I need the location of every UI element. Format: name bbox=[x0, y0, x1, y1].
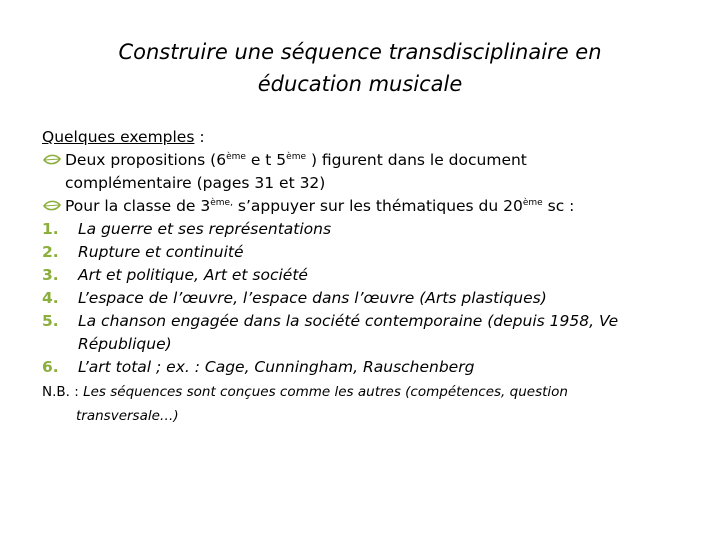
numbered-item-2 bbox=[42, 241, 682, 264]
number-5: 5. bbox=[42, 312, 59, 330]
intro-label: Quelques exemples bbox=[42, 128, 195, 146]
bullet-2-text-a: Pour la classe de 3 bbox=[65, 197, 211, 215]
numbered-item-5-continuation: République) bbox=[78, 335, 172, 353]
bullet-2-text-c: sc : bbox=[542, 197, 575, 215]
numbered-item-1 bbox=[42, 218, 682, 241]
numbered-item-6-text: L’art total ; ex. : Cage, Cunningham, Rauschenberg bbox=[78, 358, 475, 376]
bullet-1-sup-2: ème bbox=[286, 152, 307, 162]
bullet-item-1 bbox=[42, 149, 682, 172]
numbered-item-3-text: Art et politique, Art et société bbox=[78, 266, 308, 284]
slide-title-line-1: Construire une séquence transdisciplinaire en bbox=[118, 40, 602, 64]
nb-text-line-1: Les séquences sont conçues comme les autres (compétences, question bbox=[78, 384, 568, 400]
slide-body bbox=[42, 126, 682, 427]
number-4: 4. bbox=[42, 289, 59, 307]
bullet-2-text-b: s’appuyer sur les thématiques du 20 bbox=[232, 197, 523, 215]
bullet-1-text-c: ) figurent dans le document bbox=[306, 151, 527, 169]
bullet-1-continuation: complémentaire (pages 31 et 32) bbox=[65, 174, 326, 192]
number-6: 6. bbox=[42, 358, 59, 376]
bullet-item-2 bbox=[42, 195, 682, 218]
intro-line bbox=[42, 126, 682, 149]
numbered-item-3 bbox=[42, 264, 682, 287]
numbered-item-1-text: La guerre et ses représentations bbox=[78, 220, 332, 238]
numbered-item-4-text: L’espace de l’œuvre, l’espace dans l’œuvre (Arts plastiques) bbox=[78, 289, 547, 307]
bullet-2-sup-1: ème, bbox=[210, 198, 233, 208]
number-2: 2. bbox=[42, 243, 59, 261]
bullet-2-sup-2: ème bbox=[522, 198, 543, 208]
leaf-bullet-icon bbox=[42, 196, 62, 216]
intro-suffix: : bbox=[194, 128, 205, 146]
bullet-1-text-a: Deux propositions (6 bbox=[65, 151, 227, 169]
bullet-1-text-b: e t 5 bbox=[245, 151, 287, 169]
nb-note bbox=[42, 382, 682, 403]
nb-label: N.B. : bbox=[42, 384, 79, 400]
leaf-bullet-icon bbox=[42, 150, 62, 170]
numbered-item-6 bbox=[42, 356, 682, 379]
numbered-item-2-text: Rupture et continuité bbox=[78, 243, 244, 261]
number-3: 3. bbox=[42, 266, 59, 284]
numbered-item-5-text: La chanson engagée dans la société contemporaine (depuis 1958, Ve bbox=[78, 312, 619, 330]
numbered-item-4 bbox=[42, 287, 682, 310]
bullet-1-sup-1: ème bbox=[226, 152, 246, 162]
numbered-item-5 bbox=[42, 310, 682, 333]
number-1: 1. bbox=[42, 220, 59, 238]
nb-note-continuation: transversale…) bbox=[76, 408, 179, 424]
slide-title bbox=[60, 36, 660, 100]
slide-title-line-2: éducation musicale bbox=[257, 72, 463, 96]
